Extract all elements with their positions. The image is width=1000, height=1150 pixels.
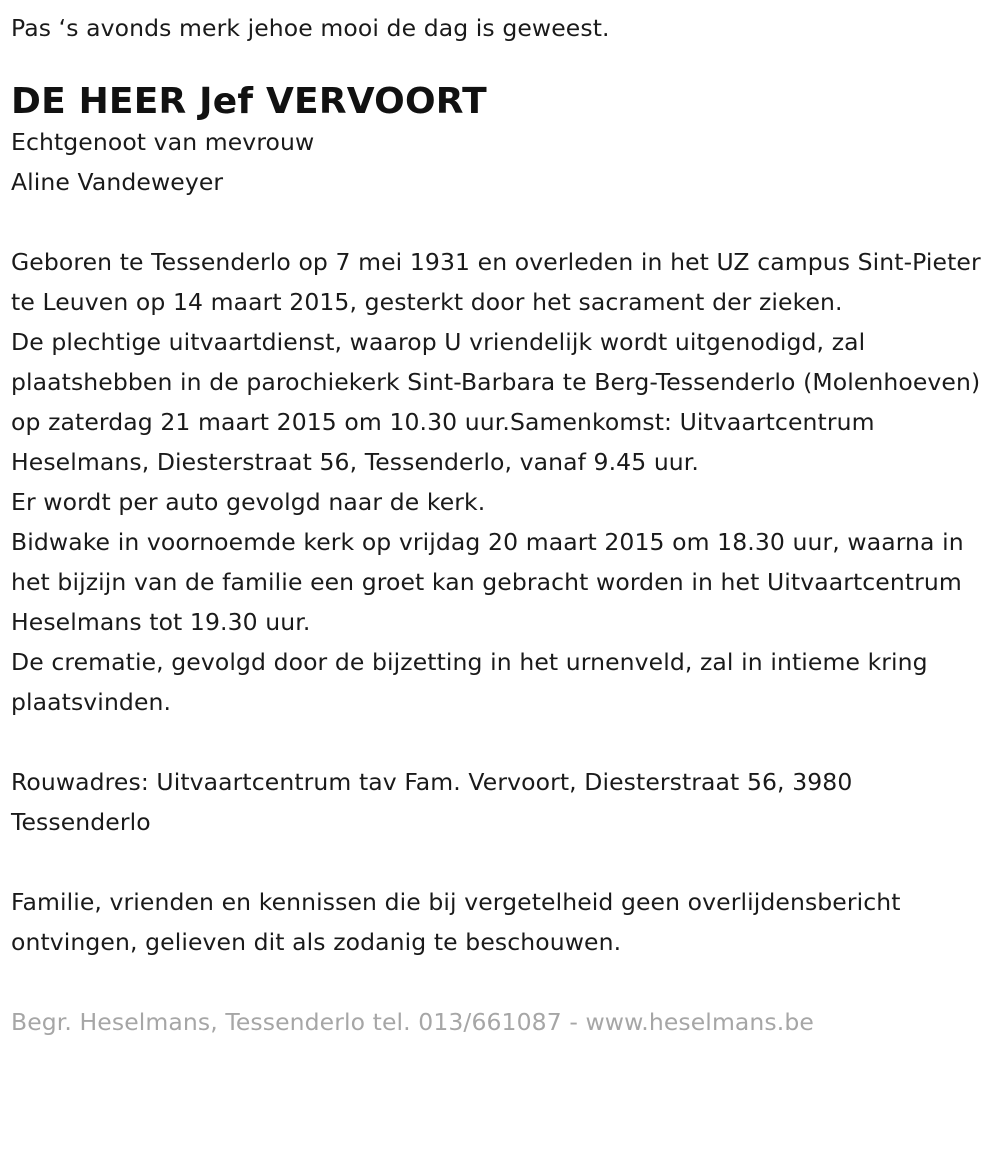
notice-paragraph: Familie, vrienden en kennissen die bij vergetelheid geen overlijdensbericht ontvingen, gelieven dit als zodanig te beschouwen. [11, 888, 901, 956]
spacer [11, 202, 990, 242]
spacer [11, 842, 990, 882]
car-note: Er wordt per auto gevolgd naar de kerk. [11, 488, 486, 516]
cremation-paragraph: De crematie, gevolgd door de bijzetting in het urnenveld, zal in intieme kring plaatsvinden. [11, 648, 928, 716]
spacer [11, 962, 990, 1002]
spacer [11, 722, 990, 762]
mourning-address: Rouwadres: Uitvaartcentrum tav Fam. Vervoort, Diesterstraat 56, 3980 Tessenderlo [11, 768, 853, 836]
spouse-line-2: Aline Vandeweyer [11, 168, 224, 196]
vigil-paragraph: Bidwake in voornoemde kerk op vrijdag 20 maart 2015 om 18.30 uur, waarna in het bijzijn van de familie een groet kan gebracht worden in het Uitvaartcentrum Heselmans tot 19.30 uur. [11, 528, 964, 636]
motto: Pas ‘s avonds merk jehoe mooi de dag is geweest. [11, 14, 610, 42]
funeral-home-footer: Begr. Heselmans, Tessenderlo tel. 013/661087 - www.heselmans.be [11, 1008, 814, 1036]
deceased-name: DE HEER Jef VERVOORT [11, 81, 487, 122]
funeral-service-paragraph: De plechtige uitvaartdienst, waarop U vriendelijk wordt uitgenodigd, zal plaatshebben in de parochiekerk Sint-Barbara te Berg-Tessenderlo (Molenhoeven) op zaterdag 21 maart 2015 om 10.30 uur.Samenkomst: Uitvaartcentrum Heselmans, Diesterstraat 56, Tessenderlo, vanaf 9.45 uur. [11, 328, 981, 476]
spouse-line-1: Echtgenoot van mevrouw [11, 128, 315, 156]
birth-death-paragraph: Geboren te Tessenderlo op 7 mei 1931 en overleden in het UZ campus Sint-Pieter te Leuven op 14 maart 2015, gesterkt door het sacrament der zieken. [11, 248, 981, 316]
